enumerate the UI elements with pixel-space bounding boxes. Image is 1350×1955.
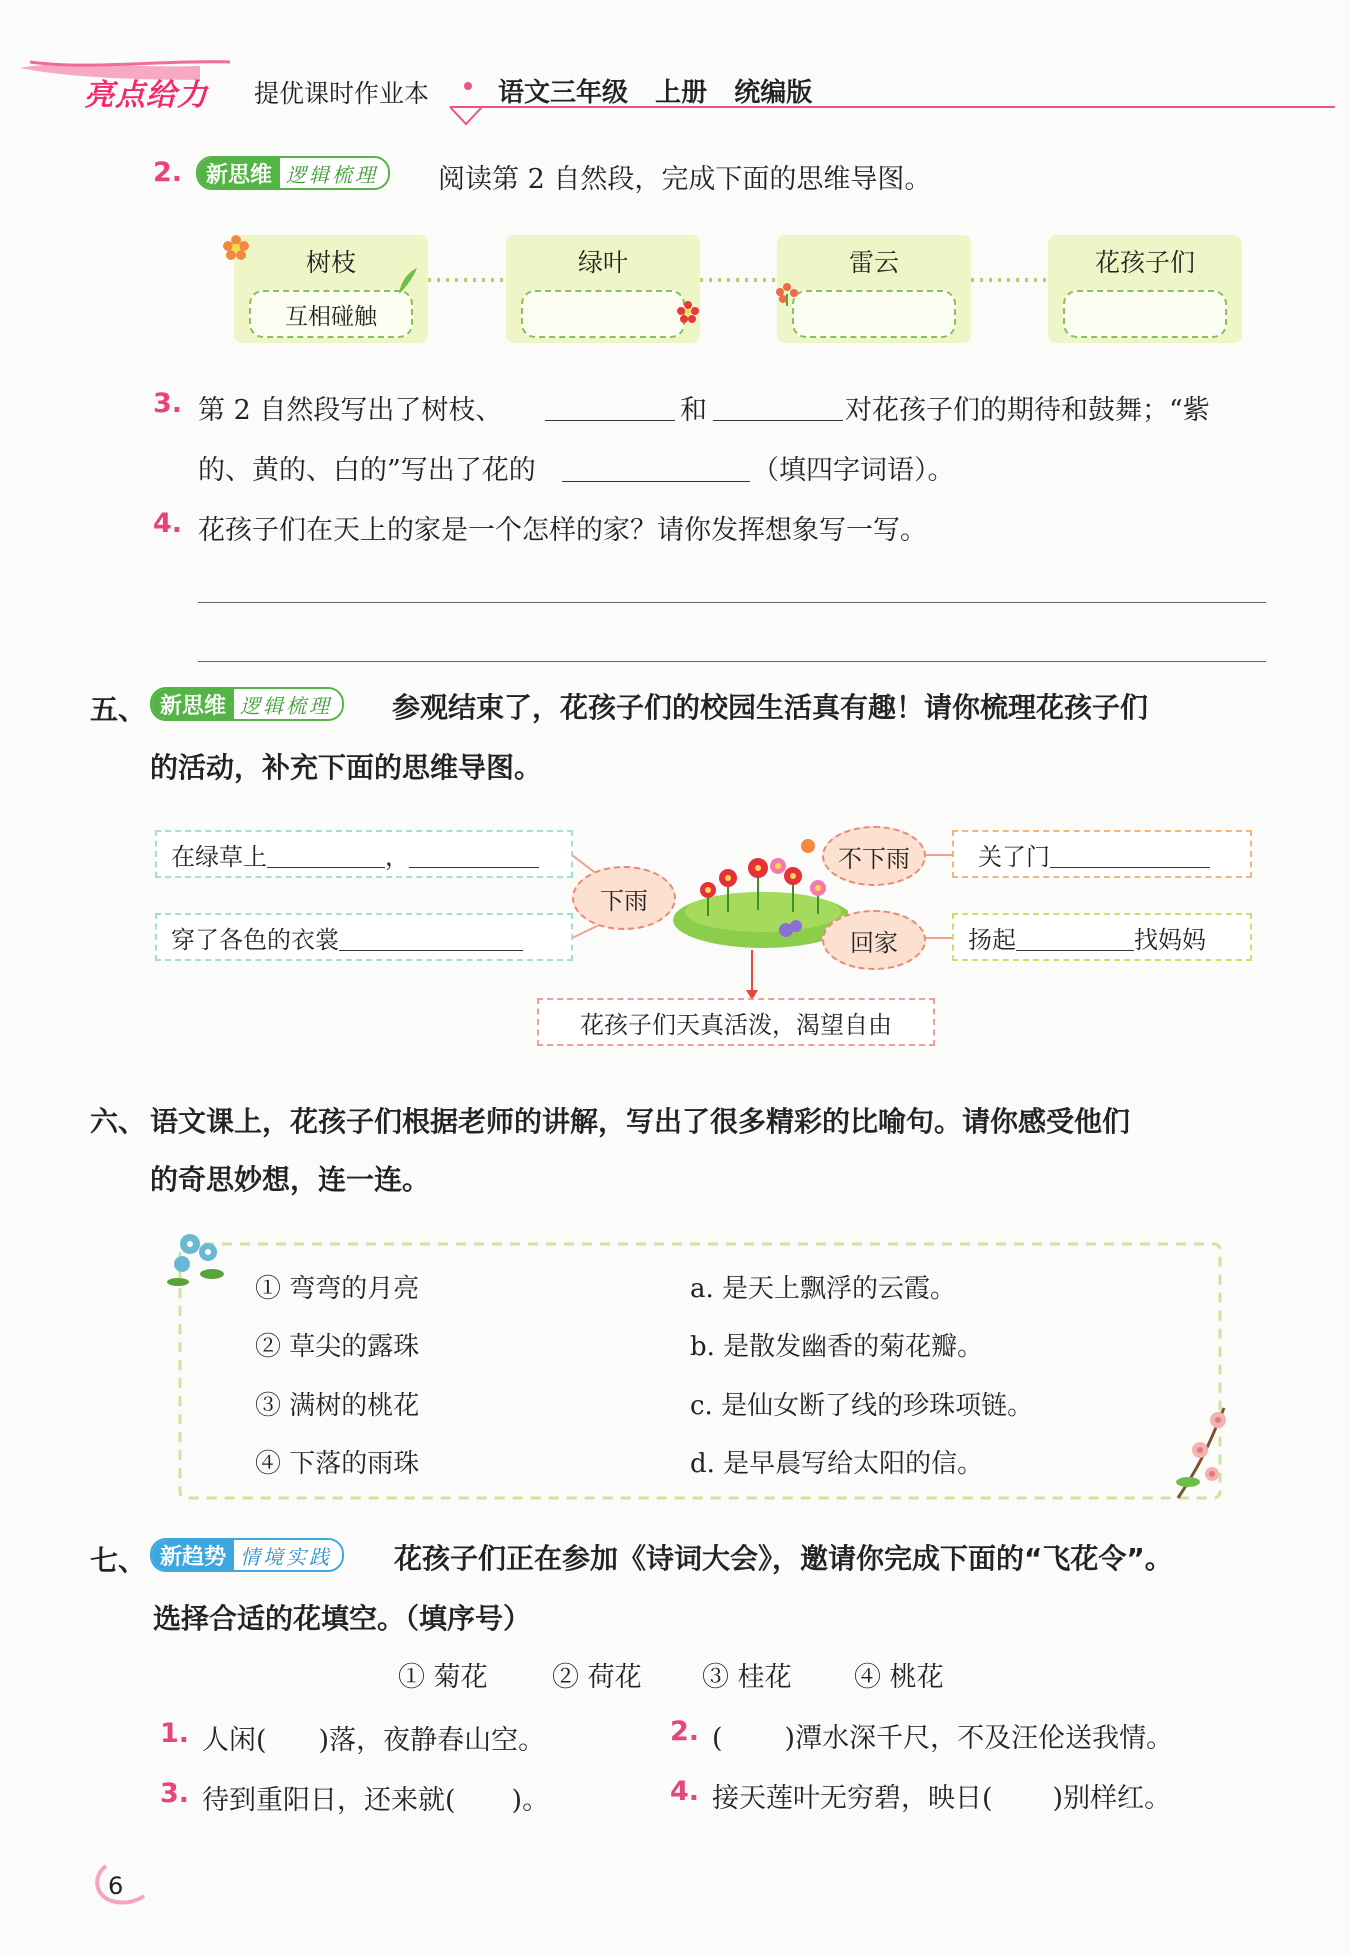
section7-tag	[150, 1538, 344, 1572]
flower-icon	[222, 234, 250, 262]
activity-raise-box	[952, 913, 1252, 961]
q3-blank-1[interactable]	[545, 420, 675, 421]
section5-tag	[150, 687, 344, 721]
match-left-item[interactable]: ③ 满树的桃花	[255, 1391, 420, 1421]
match-right-item[interactable]: c. 是仙女断了线的珍珠项链。	[690, 1391, 1034, 1421]
poem-text-after: )。	[511, 1785, 550, 1816]
section7-line2: 选择合适的花填空。（填序号）	[153, 1602, 532, 1635]
mindmap-node-3	[777, 235, 971, 343]
q3-text-part1: 第 2 自然段写出了树枝、	[198, 395, 503, 426]
flower-garden-illustration	[668, 832, 848, 954]
section7-line1: 花孩子们正在参加《诗词大会》，邀请你完成下面的“飞花令”。	[394, 1542, 1173, 1575]
activity-mom-label: 找妈妈	[1134, 925, 1206, 954]
poem-text-after: )别样红。	[1052, 1783, 1172, 1814]
node-answer-blank[interactable]	[792, 290, 956, 338]
match-right-item[interactable]: a. 是天上飘浮的云霞。	[690, 1274, 957, 1304]
q3-blank-2[interactable]	[713, 420, 843, 421]
section6-number: 六、	[90, 1105, 147, 1138]
q3-text-part5: （填四字词语）。	[752, 455, 955, 486]
section7-number: 七、	[90, 1544, 147, 1577]
no-rain-node: 不下雨	[822, 826, 926, 886]
activity-grass-blank-1[interactable]	[267, 841, 385, 868]
poem-line-1	[202, 1718, 545, 1757]
poem-line-4	[712, 1776, 1171, 1815]
section5-conclusion: 花孩子们天真活泼，渴望自由	[537, 998, 935, 1046]
poem-text-before: 待到重阳日，还来就(	[202, 1785, 456, 1816]
q4-answer-line-2[interactable]	[198, 661, 1266, 662]
activity-clothes-label: 穿了各色的衣裳	[171, 925, 339, 954]
cherry-blossom-branch-icon	[1168, 1398, 1238, 1502]
flower-icon	[676, 300, 700, 324]
brand-logo: 亮点给力	[84, 78, 208, 113]
tag-type: 逻辑梳理	[280, 158, 388, 188]
tag-label: 新思维	[198, 158, 280, 188]
activity-grass-blank-2[interactable]	[409, 841, 539, 868]
q2-number: 2.	[153, 157, 183, 188]
q4-answer-line-1[interactable]	[198, 602, 1266, 603]
activity-door-blank[interactable]	[1050, 841, 1210, 868]
section5-line1: 参观结束了，花孩子们的校园生活真有趣！请你梳理花孩子们	[392, 691, 1149, 724]
activity-grass-box	[155, 830, 573, 878]
q3-text-part4: 的、黄的、白的”写出了花的	[198, 455, 536, 486]
q3-text-part3: 对花孩子们的期待和鼓舞；“紫	[845, 395, 1210, 426]
node-title: 树枝	[305, 248, 356, 277]
match-right-item[interactable]: d. 是早晨写给太阳的信。	[690, 1449, 984, 1479]
q2-text: 阅读第 2 自然段，完成下面的思维导图。	[438, 164, 932, 195]
activity-door-box	[952, 830, 1252, 878]
q3-number: 3.	[153, 388, 183, 419]
poem-number: 2.	[670, 1716, 700, 1747]
node-answer-blank[interactable]	[521, 290, 685, 338]
activity-door-label: 关了门	[978, 842, 1050, 871]
match-right-item[interactable]: b. 是散发幽香的菊花瓣。	[690, 1332, 984, 1362]
q2-tag	[196, 156, 390, 190]
activity-clothes-box	[155, 913, 573, 961]
poem-number: 3.	[160, 1778, 190, 1809]
poem-text-after: )落，夜静春山空。	[318, 1725, 546, 1756]
poem-line-3	[202, 1778, 549, 1817]
flower-option: ① 菊花	[398, 1662, 488, 1693]
mindmap-node-2	[506, 235, 700, 343]
tag-type: 情境实践	[234, 1540, 342, 1570]
match-left-item[interactable]: ④ 下落的雨珠	[255, 1449, 420, 1479]
flower-option: ③ 桂花	[702, 1662, 792, 1693]
activity-clothes-blank[interactable]	[339, 924, 523, 951]
poem-number: 4.	[670, 1776, 700, 1807]
node-answer-blank[interactable]	[1063, 290, 1227, 338]
rain-node: 下雨	[572, 866, 676, 930]
node-title: 绿叶	[577, 248, 628, 277]
section5-line2: 的活动，补充下面的思维导图。	[150, 751, 543, 784]
flower-option: ② 荷花	[552, 1662, 642, 1693]
activity-grass-separator: ，	[385, 842, 409, 871]
node-title: 花孩子们	[1094, 248, 1195, 277]
q4-number: 4.	[153, 508, 183, 539]
q4-text: 花孩子们在天上的家是一个怎样的家？请你发挥想象写一写。	[198, 515, 927, 546]
book-info: 语文三年级 上册 统编版	[498, 78, 813, 108]
poem-line-2	[712, 1716, 1173, 1755]
flower-bouquet-icon	[160, 1222, 240, 1296]
mindmap-node-4	[1048, 235, 1242, 343]
match-left-item[interactable]: ② 草尖的露珠	[255, 1332, 420, 1362]
poem-text-before: (	[712, 1723, 723, 1754]
activity-grass-label: 在绿草上	[171, 842, 267, 871]
node-answer: 互相碰触	[249, 290, 413, 338]
match-left-item[interactable]: ① 弯弯的月亮	[255, 1274, 420, 1304]
tag-label: 新思维	[152, 689, 234, 719]
activity-raise-blank[interactable]	[1016, 924, 1134, 951]
flower-option: ④ 桃花	[854, 1662, 944, 1693]
page-number: 6	[108, 1872, 124, 1900]
poem-number: 1.	[160, 1718, 190, 1749]
activity-raise-label: 扬起	[968, 925, 1016, 954]
leaf-icon	[395, 266, 419, 296]
section5-number: 五、	[90, 693, 147, 726]
q3-blank-3[interactable]	[562, 481, 750, 482]
section6-line2: 的奇思妙想，连一连。	[150, 1163, 431, 1196]
flower-icon	[775, 282, 799, 306]
book-subtitle: 提优课时作业本	[254, 79, 430, 108]
poem-text-before: 接天莲叶无穷碧，映日(	[712, 1783, 993, 1814]
go-home-node: 回家	[822, 910, 926, 970]
section6-line1: 语文课上，花孩子们根据老师的讲解，写出了很多精彩的比喻句。请你感受他们	[150, 1105, 1131, 1138]
node-title: 雷云	[848, 248, 899, 277]
tag-label: 新趋势	[152, 1540, 234, 1570]
poem-text-before: 人闲(	[202, 1725, 267, 1756]
poem-text-after: )潭水深千尺，不及汪伦送我情。	[784, 1723, 1174, 1754]
q3-text-part2: 和	[680, 395, 707, 426]
tag-type: 逻辑梳理	[234, 689, 342, 719]
